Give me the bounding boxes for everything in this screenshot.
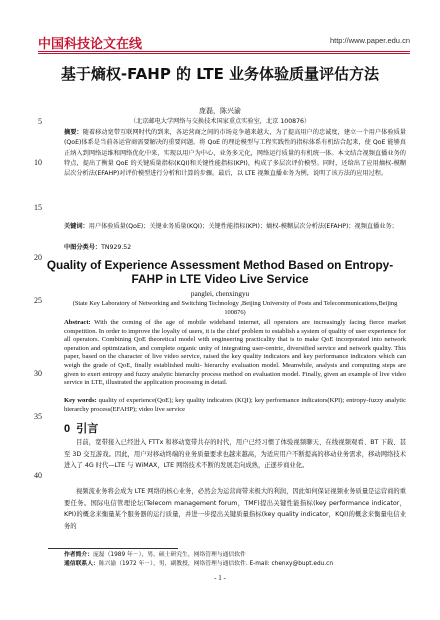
abstract-en (64, 319, 406, 388)
intro-paragraph: 视频流业务将会成为 LTE 网络的核心业务，必然会为运营商带来极大的利润，因此如何保证视频业务质量是运营商的重要任务。国际电信管理论坛(Telecom management forum，TMF)提出关键性能指标(key performance indicator，KPI)的概念来衡量某个服务器的运行质量，并进一步提出关键质量指标(key quality indicator，KQI)的概念来衡量电信业务的 (64, 488, 406, 530)
keywords-en-label: Key words: (64, 397, 97, 404)
footnote-label: 通信联系人： (64, 561, 99, 567)
clc-cn (64, 243, 406, 253)
keywords-cn-text: 用户体验质量(QoE)；关键业务质量(KQI)；关键性能指标(KPI)；熵权-模糊层次分析法(EFAHP)；视频直播业务； (88, 223, 398, 230)
authors-en: panglei, chenxingyu (190, 290, 250, 298)
section-title: 引言 (76, 423, 99, 435)
journal-logo (38, 33, 142, 52)
logo-text: 中国科技论文在线 (38, 36, 143, 51)
abstract-en-label: Abstract: (64, 319, 91, 326)
keywords-cn (64, 222, 406, 232)
affiliation-en: (State Key Laboratory of Networking and Switching Technology ,Beijing University of Posts and Telecommunications,Beijing 100876) (72, 300, 398, 316)
abstract-en-text: With the coming of the age of mobile wideband internet, all operators are increasingly facing fierce market competition. In order to improve the loyalty of users, it is the chief problem to establish a system of quality of user experience for all operators. Combining QoE theoretical model with engineering practicality that is to make QoE incorporated into network operation and optimization, and complete organic unity of integrating user-centric, diversified service and network quality. This paper, based on the character of live video service, raised the key quality indicators and key performance indicators which can weigh the grade of QoE, finally established multi- hierarchy evaluation model. Meanwhile, analysis and computing steps are given to exert entropy and fuzzy analytic hierarchy process method on evaluation model. Finally, given an example of live video service in LTE, illustrated the application processing in detail. (64, 319, 406, 387)
section-number: 0 (64, 423, 71, 435)
keywords-en-text: quality of experience(QoE); key quality indicators (KQI); key performance indicators(KPI); entropy-fuzzy analytic hierarchy process(EFAHP); video live service (64, 397, 406, 413)
line-number: 40 (34, 471, 42, 480)
footnote-author (64, 551, 406, 560)
authors-cn: 庞磊，陈兴渝 (199, 107, 241, 115)
header-rule (38, 51, 410, 52)
header-rule-thin (38, 53, 410, 54)
line-number: 15 (34, 203, 42, 212)
paper-title-cn: 基于熵权-FAHP 的 LTE 业务体验质量评估方法 (60, 65, 380, 83)
clc-cn-label: 中图分类号： (64, 244, 102, 251)
line-number: 35 (34, 412, 42, 421)
section-heading (64, 420, 98, 436)
journal-url[interactable]: http://www.paper.edu.cn (329, 36, 410, 45)
footnote-contact (64, 560, 406, 569)
line-number: 30 (34, 369, 42, 378)
line-number: 5 (38, 117, 42, 126)
footnote-label: 作者简介： (64, 552, 93, 558)
line-number: 25 (34, 296, 42, 305)
intro-paragraph: 目前，宽带接入已经进入 FTTx 和移动宽带共存的时代，用户已经习惯了体验视频聊天、在线视频观看、BT 下载、甚至 3D 交互游戏。因此，用户对移动终端的业务质量要求也越来越高，为适应用户不断提高的移动业务需求，移动网络技术进入了 4G 时代—LTE 与 WiMAX，LTE 网络技术不断的发展走向成熟，正逐步商业化。 (64, 439, 406, 470)
clc-cn-text: TN929.52 (101, 244, 132, 251)
keywords-en (64, 397, 406, 414)
page-number: - 1 - (214, 574, 226, 582)
affiliation-cn: （北京邮电大学网络与交换技术国家重点实验室，北京 100876） (129, 118, 311, 125)
abstract-cn (64, 128, 406, 179)
paper-title-en: Quality of Experience Assessment Method Based on Entropy-FAHP in LTE Video Live Service (46, 258, 394, 286)
line-number: 20 (34, 253, 42, 262)
footnote-text: 庞磊（1989 年－），男，硕士研究生，网络管理与通信软件 (93, 552, 246, 558)
abstract-cn-text: 随着移动宽带互联网时代的到来，各运营商之间的市场竞争越来越大，为了提高用户的忠诚度，建立一个用户体验质量(QoE)体系是当前各运营商需要解决的重要问题。将 QoE 的理论模型与工程实践性的指标体系有机结合起来，使 QoE 能够真正纳入到网络运维和网络优化中来，实现以用户为中心，业务多元化，网络运行质量的有机统一体。本文结合视频直播业务的特点，提出了衡量 QoE 的关键质量指标(KQI)和关键性能指标(KPI)，构成了多层次评价模型。同时，还给出了应用熵权-模糊层次分析法(EFAHP)对评价模型进行分析和计算的步骤。最后，以 LTE 视频直播业务为例，说明了该方法的应用过程。 (64, 129, 406, 178)
abstract-cn-label: 摘要： (64, 129, 83, 136)
footnote-rule (48, 548, 178, 549)
footnote-text: 陈兴渝（1972 年－），男，副教授，网络管理与通信软件. E-mail: chenxy@bupt.edu.cn (98, 561, 334, 567)
line-number: 10 (34, 158, 42, 167)
keywords-cn-label: 关键词： (64, 223, 89, 230)
